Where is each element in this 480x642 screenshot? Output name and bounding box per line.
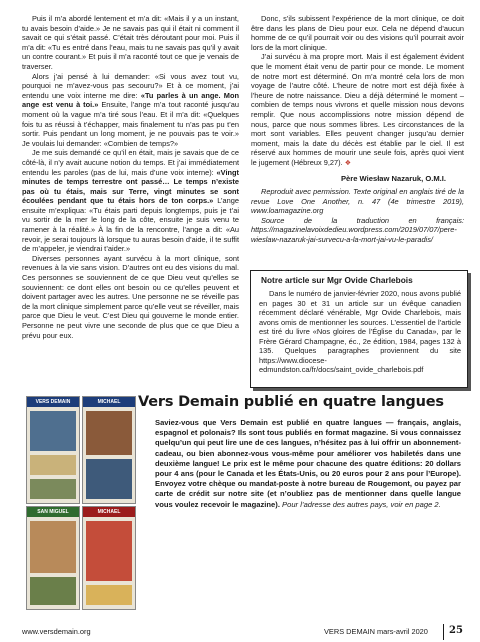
paragraph: Donc, s’ils subissent l’expérience de la mort clinique, ce doit être dans les plans de Dieu pour eux. Cela ne dépend d’aucun homme de ce qu’il pourrait voir ou des visions qu’il pourrait avoir lors de la mort clinique. — [251, 14, 464, 52]
note-box — [250, 270, 468, 388]
left-text-column — [22, 14, 239, 340]
page-number: 25 — [449, 625, 463, 636]
advert-title: Vers Demain publié en quatre langues — [138, 394, 444, 410]
translation-source: Source de la traduction en français: https://magazinelavoixdedieu.wordpress.com/2019/07/07/pere-wieslaw-nazaruk-jai-survecu-a-la-mort-jai-vu-le-paradis/ — [251, 215, 464, 245]
magazine-cover: MICHAEL — [82, 396, 136, 504]
magazine-covers — [22, 390, 142, 612]
paragraph: Je me suis demandé ce qu’il en était, mais je savais que de ce côté-là, il n’y avait aucune notion du temps. Et j’ai immédiatement entendu les paroles (pas de lui, mais d’une voix interne): «Vingt minutes de temps terrestre ont passé… Le temps n’existe pas où tu étais, mais sur Terre, vingt minutes se sont écoulées pendant que tu étais hors de ton corps.» L’ange ensuite m’expliqua: «Tu étais parti depuis longtemps, puis je t’ai vu sortir de la mer le long de la côte, ensuite je suis venu te ramener à la réalité.» À la fin de la rencontre, l’ange a dit: «Au revoir, je serai toujours là lorsque tu auras besoin d’aide, il te suffit de m’appeler, je viendrai t’aider.» — [22, 148, 239, 254]
footer-website[interactable]: www.versdemain.org — [22, 627, 91, 636]
source-link[interactable]: https://magazinelavoixdedieu.wordpress.com/2019/07/07/pere-wieslaw-nazaruk-jai-survecu-a-la-mort-jai-vu-le-paradis/ — [251, 225, 457, 245]
footer-journal: VERS DEMAIN mars-avril 2020 — [324, 627, 428, 636]
advert-body: Saviez-vous que Vers Demain est publié en quatre langues — français, anglais, espagnol et polonais? Ils sont tous publiés en format magazine. Si vous connaissez quelqu’un qui peut lire une de ces langues, n’hésitez pas à lui offrir un abonnement-cadeau, ou bien abonnez-vous vous-même pour améliorer vos habiletés dans une deuxième langue! Le prix est le même pour chacune des quatre éditions: 20 dollars pour 4 ans (pour le Canada et les États-Unis, ou 20 euros pour 2 ans pour l’Europe). Envoyez votre chèque ou mandat-poste à notre bureau de Rougemont, ou payez par carte de crédit sur notre site (et n’oubliez pas de mentionner dans quelle langue vous voulez recevoir le magazine). Pour l’adresse des autres pays, voir en page 2. — [155, 418, 461, 509]
end-mark-icon: ❖ — [344, 159, 351, 167]
magazine-cover: VERS DEMAIN — [26, 396, 80, 504]
magazine-cover: MICHAEL — [82, 506, 136, 610]
paragraph: Diverses personnes ayant survécu à la mort clinique, sont revenues à la vie sans vision. D’autres ont eu des visions du mal. Ces personnes se souviennent de ce que Dieu veut qu’elles se souviennent: ce dont elles ont besoin ou ce qu’elles peuvent et doivent partager avec les autres. Une personne ne se réveille pas de la mort clinique simplement parce qu’elle veut se réveiller, mais parce que Dieu le veut. C’est Dieu qui gouverne le monde entier. Personne ne peut vivre une seconde de plus que ce que Dieu a prévu pour eux. — [22, 253, 239, 340]
magazine-cover: SAN MIGUEL — [26, 506, 80, 610]
page-footer — [22, 626, 462, 638]
author-signature: Père Wiesław Nazaruk, O.M.I. — [340, 173, 446, 183]
note-body: Dans le numéro de janvier-février 2020, nous avons publié en pages 30 et 31 un article sur un évêque canadien récemment déclaré vénérable, Mgr Ovide Charlebois, mais avons omis de mentionner les sources. L’essentiel de l’article est tiré du livre «Nos gloires de l’Église du Canada», par le Frère Gérard Champagne, éc., 2e édition, 1984, pages 132 à 135. Quelques paragraphes proviennent du site https://www.diocese-edmundston.ca/fr/docs/saint_ovide_charlebois.pdf — [259, 289, 461, 374]
credit-text: Reproduit avec permission. Texte original en anglais tiré de la revue Love One Another, n. 47 (4e trimestre 2019), www.loamagazine.org — [251, 187, 464, 216]
note-title: Notre article sur Mgr Ovide Charlebois — [261, 275, 413, 285]
paragraph: Alors j’ai pensé à lui demander: «Si vous avez tout vu, pourquoi ne m’avez-vous pas secouru?» Et à ce moment, j’ai entendu une voix interne me dire: «Tu parles à un ange. Mon ange est venu à toi.» Ensuite, l’ange m’a tout raconté jusqu’au moment où la vague m’a tiré sous l’eau. Et il m’a dit: «Quelques fois tu as réussi à t’échapper, mais finalement tu n’as pas pu t’en sortir. Puis pendant un long moment, je ne pouvais pas te voir.» Je voulais lui demander: «Combien de temps?» — [22, 71, 240, 148]
paragraph: J’ai survécu à ma propre mort. Mais il est également évident que le moment était venu de partir pour ce monde. Le moment de notre mort est déterminé. On m’a montré cela lors de mon voyage de l’autre côté. L’heure de notre mort est déjà fixée à l’heure de notre naissance. Dieu a déjà déterminé le moment – combien de temps nous vivrons et quelle mission nous devons remplir. Que nous accomplissions notre mission dépend de nous, parce que nous sommes libres. Les circonstances de la mort sont variables. Elles peuvent changer jusqu’au dernier moment, mais la date du décès est établie par le ciel. Il est réservé aux hommes de mourir une seule fois, après quoi vient le jugement (Hébreux 9,27). ❖ — [251, 52, 464, 167]
right-text-column — [251, 14, 464, 245]
paragraph: Puis il m’a abordé lentement et m’a dit: «Mais il y a un instant, tu avais besoin d’aide.» Je ne savais pas qui il était ni comment il savait ce qui s’était passé. C’était très déroutant pour moi. Puis il m’a dit: «Tu es entré dans l’eau, mais tu ne savais pas qu’il y avait un contre courant.» Et puis il m’a raconté tout ce que je venais de traverser. — [22, 14, 239, 71]
footer-divider — [443, 624, 444, 640]
